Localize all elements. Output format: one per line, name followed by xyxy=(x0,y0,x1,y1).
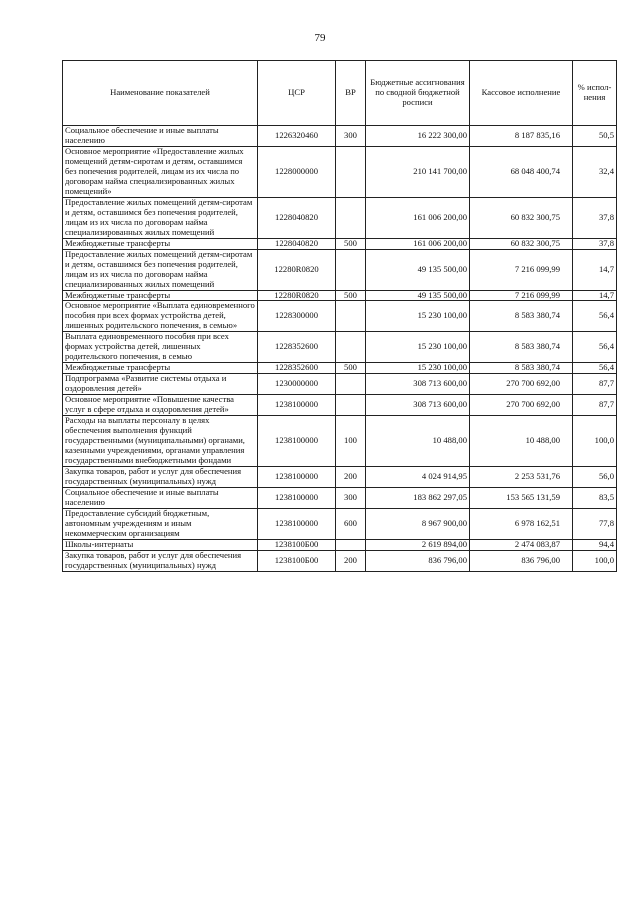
header-percent: % испол-нения xyxy=(573,61,617,126)
row-budget: 308 713 600,00 xyxy=(366,374,470,395)
row-name: Предоставление жилых помещений детям-сиротам и детям, оставшимся без попечения родителей, лицам из их числа по договорам найма специализированных жилых помещений xyxy=(63,197,258,238)
row-percent: 37,8 xyxy=(573,197,617,238)
row-cash: 8 583 380,74 xyxy=(470,301,573,332)
row-cash: 2 253 531,76 xyxy=(470,466,573,487)
row-cash: 270 700 692,00 xyxy=(470,395,573,416)
row-csr: 1226320460 xyxy=(258,126,336,147)
row-name: Основное мероприятие «Выплата единовременного пособия при всех формах устройства детей, лишенных родительского попечения, в семью» xyxy=(63,301,258,332)
row-budget: 8 967 900,00 xyxy=(366,508,470,539)
row-percent: 77,8 xyxy=(573,508,617,539)
row-csr: 1228300000 xyxy=(258,301,336,332)
row-csr: 1238100000 xyxy=(258,466,336,487)
row-percent: 32,4 xyxy=(573,146,617,197)
row-percent: 37,8 xyxy=(573,238,617,249)
table-row xyxy=(63,416,617,467)
table-row xyxy=(63,508,617,539)
row-csr: 1228352600 xyxy=(258,332,336,363)
row-name: Социальное обеспечение и иные выплаты населению xyxy=(63,126,258,147)
row-budget: 49 135 500,00 xyxy=(366,249,470,290)
row-vr: 600 xyxy=(336,508,366,539)
row-csr: 1238100000 xyxy=(258,395,336,416)
row-name: Межбюджетные трансферты xyxy=(63,290,258,301)
row-percent: 14,7 xyxy=(573,249,617,290)
row-budget: 183 862 297,05 xyxy=(366,487,470,508)
header-name: Наименование показателей xyxy=(63,61,258,126)
table-row xyxy=(63,550,617,571)
row-budget: 2 619 894,00 xyxy=(366,539,470,550)
table-row xyxy=(63,146,617,197)
row-csr: 1238100000 xyxy=(258,416,336,467)
table-row xyxy=(63,539,617,550)
row-name: Основное мероприятие «Предоставление жилых помещений детям-сиротам и детям, оставшимся без попечения родителей, лицам из их числа по договорам найма специализированных жилых помещений» xyxy=(63,146,258,197)
row-budget: 4 024 914,95 xyxy=(366,466,470,487)
row-csr: 1238100Б00 xyxy=(258,539,336,550)
row-cash: 6 978 162,51 xyxy=(470,508,573,539)
row-csr: 1228000000 xyxy=(258,146,336,197)
row-percent: 100,0 xyxy=(573,416,617,467)
row-budget: 49 135 500,00 xyxy=(366,290,470,301)
row-vr: 200 xyxy=(336,466,366,487)
row-csr: 1230000000 xyxy=(258,374,336,395)
row-name: Закупка товаров, работ и услуг для обеспечения государственных (муниципальных) нужд xyxy=(63,550,258,571)
row-cash: 7 216 099,99 xyxy=(470,290,573,301)
row-vr xyxy=(336,374,366,395)
row-vr xyxy=(336,395,366,416)
row-name: Межбюджетные трансферты xyxy=(63,238,258,249)
table-row xyxy=(63,197,617,238)
row-percent: 87,7 xyxy=(573,374,617,395)
row-cash: 68 048 400,74 xyxy=(470,146,573,197)
row-budget: 836 796,00 xyxy=(366,550,470,571)
table-row xyxy=(63,126,617,147)
row-vr: 300 xyxy=(336,487,366,508)
row-budget: 308 713 600,00 xyxy=(366,395,470,416)
row-percent: 56,4 xyxy=(573,363,617,374)
row-percent: 56,4 xyxy=(573,301,617,332)
budget-execution-table xyxy=(62,60,617,572)
row-cash: 836 796,00 xyxy=(470,550,573,571)
row-vr: 200 xyxy=(336,550,366,571)
row-vr: 500 xyxy=(336,363,366,374)
row-name: Предоставление жилых помещений детям-сиротам и детям, оставшимся без попечения родителей, лицам из их числа по договорам найма специализированных жилых помещений xyxy=(63,249,258,290)
row-vr: 500 xyxy=(336,290,366,301)
row-budget: 161 006 200,00 xyxy=(366,197,470,238)
table-header-row xyxy=(63,61,617,126)
row-budget: 15 230 100,00 xyxy=(366,301,470,332)
row-cash: 60 832 300,75 xyxy=(470,238,573,249)
row-budget: 15 230 100,00 xyxy=(366,332,470,363)
row-name: Основное мероприятие «Повышение качества услуг в сфере отдыха и оздоровления детей» xyxy=(63,395,258,416)
row-csr: 1228352600 xyxy=(258,363,336,374)
row-percent: 14,7 xyxy=(573,290,617,301)
page-number: 79 xyxy=(314,32,326,44)
row-vr xyxy=(336,197,366,238)
row-name: Выплата единовременного пособия при всех формах устройства детей, лишенных родительского попечения, в семью xyxy=(63,332,258,363)
row-name: Закупка товаров, работ и услуг для обеспечения государственных (муниципальных) нужд xyxy=(63,466,258,487)
row-name: Межбюджетные трансферты xyxy=(63,363,258,374)
table-row xyxy=(63,238,617,249)
row-budget: 10 488,00 xyxy=(366,416,470,467)
table-row xyxy=(63,363,617,374)
row-cash: 60 832 300,75 xyxy=(470,197,573,238)
row-vr: 300 xyxy=(336,126,366,147)
table-row xyxy=(63,487,617,508)
header-csr: ЦСР xyxy=(258,61,336,126)
row-csr: 12280R0820 xyxy=(258,249,336,290)
row-vr xyxy=(336,539,366,550)
row-vr xyxy=(336,146,366,197)
row-percent: 94,4 xyxy=(573,539,617,550)
row-name: Социальное обеспечение и иные выплаты населению xyxy=(63,487,258,508)
row-percent: 56,4 xyxy=(573,332,617,363)
row-vr xyxy=(336,301,366,332)
row-budget: 161 006 200,00 xyxy=(366,238,470,249)
row-budget: 15 230 100,00 xyxy=(366,363,470,374)
row-vr: 100 xyxy=(336,416,366,467)
row-budget: 16 222 300,00 xyxy=(366,126,470,147)
table-row xyxy=(63,466,617,487)
row-name: Школы-интернаты xyxy=(63,539,258,550)
row-cash: 2 474 083,87 xyxy=(470,539,573,550)
row-vr: 500 xyxy=(336,238,366,249)
row-name: Подпрограмма «Развитие системы отдыха и оздоровления детей» xyxy=(63,374,258,395)
row-csr: 1238100Б00 xyxy=(258,550,336,571)
row-percent: 83,5 xyxy=(573,487,617,508)
table-row xyxy=(63,332,617,363)
row-cash: 7 216 099,99 xyxy=(470,249,573,290)
table-row xyxy=(63,249,617,290)
row-vr xyxy=(336,332,366,363)
header-cash: Кассовое исполнение xyxy=(470,61,573,126)
row-csr: 1238100000 xyxy=(258,508,336,539)
table-row xyxy=(63,290,617,301)
row-name: Предоставление субсидий бюджетным, автономным учреждениям и иным некоммерческим организациям xyxy=(63,508,258,539)
row-budget: 210 141 700,00 xyxy=(366,146,470,197)
row-cash: 10 488,00 xyxy=(470,416,573,467)
table-row xyxy=(63,395,617,416)
row-cash: 8 583 380,74 xyxy=(470,363,573,374)
row-cash: 153 565 131,59 xyxy=(470,487,573,508)
row-percent: 100,0 xyxy=(573,550,617,571)
row-csr: 12280R0820 xyxy=(258,290,336,301)
row-csr: 1228040820 xyxy=(258,197,336,238)
row-vr xyxy=(336,249,366,290)
row-cash: 8 187 835,16 xyxy=(470,126,573,147)
table-row xyxy=(63,301,617,332)
header-vr: ВР xyxy=(336,61,366,126)
row-percent: 87,7 xyxy=(573,395,617,416)
row-name: Расходы на выплаты персоналу в целях обеспечения выполнения функций государственными (муниципальными) органами, казенными учреждениями, органами управления государственными внебюджетными фондами xyxy=(63,416,258,467)
row-percent: 50,5 xyxy=(573,126,617,147)
table-row xyxy=(63,374,617,395)
row-cash: 270 700 692,00 xyxy=(470,374,573,395)
header-budget: Бюджетные ассигнования по сводной бюджетной росписи xyxy=(366,61,470,126)
row-percent: 56,0 xyxy=(573,466,617,487)
row-cash: 8 583 380,74 xyxy=(470,332,573,363)
row-csr: 1238100000 xyxy=(258,487,336,508)
row-csr: 1228040820 xyxy=(258,238,336,249)
